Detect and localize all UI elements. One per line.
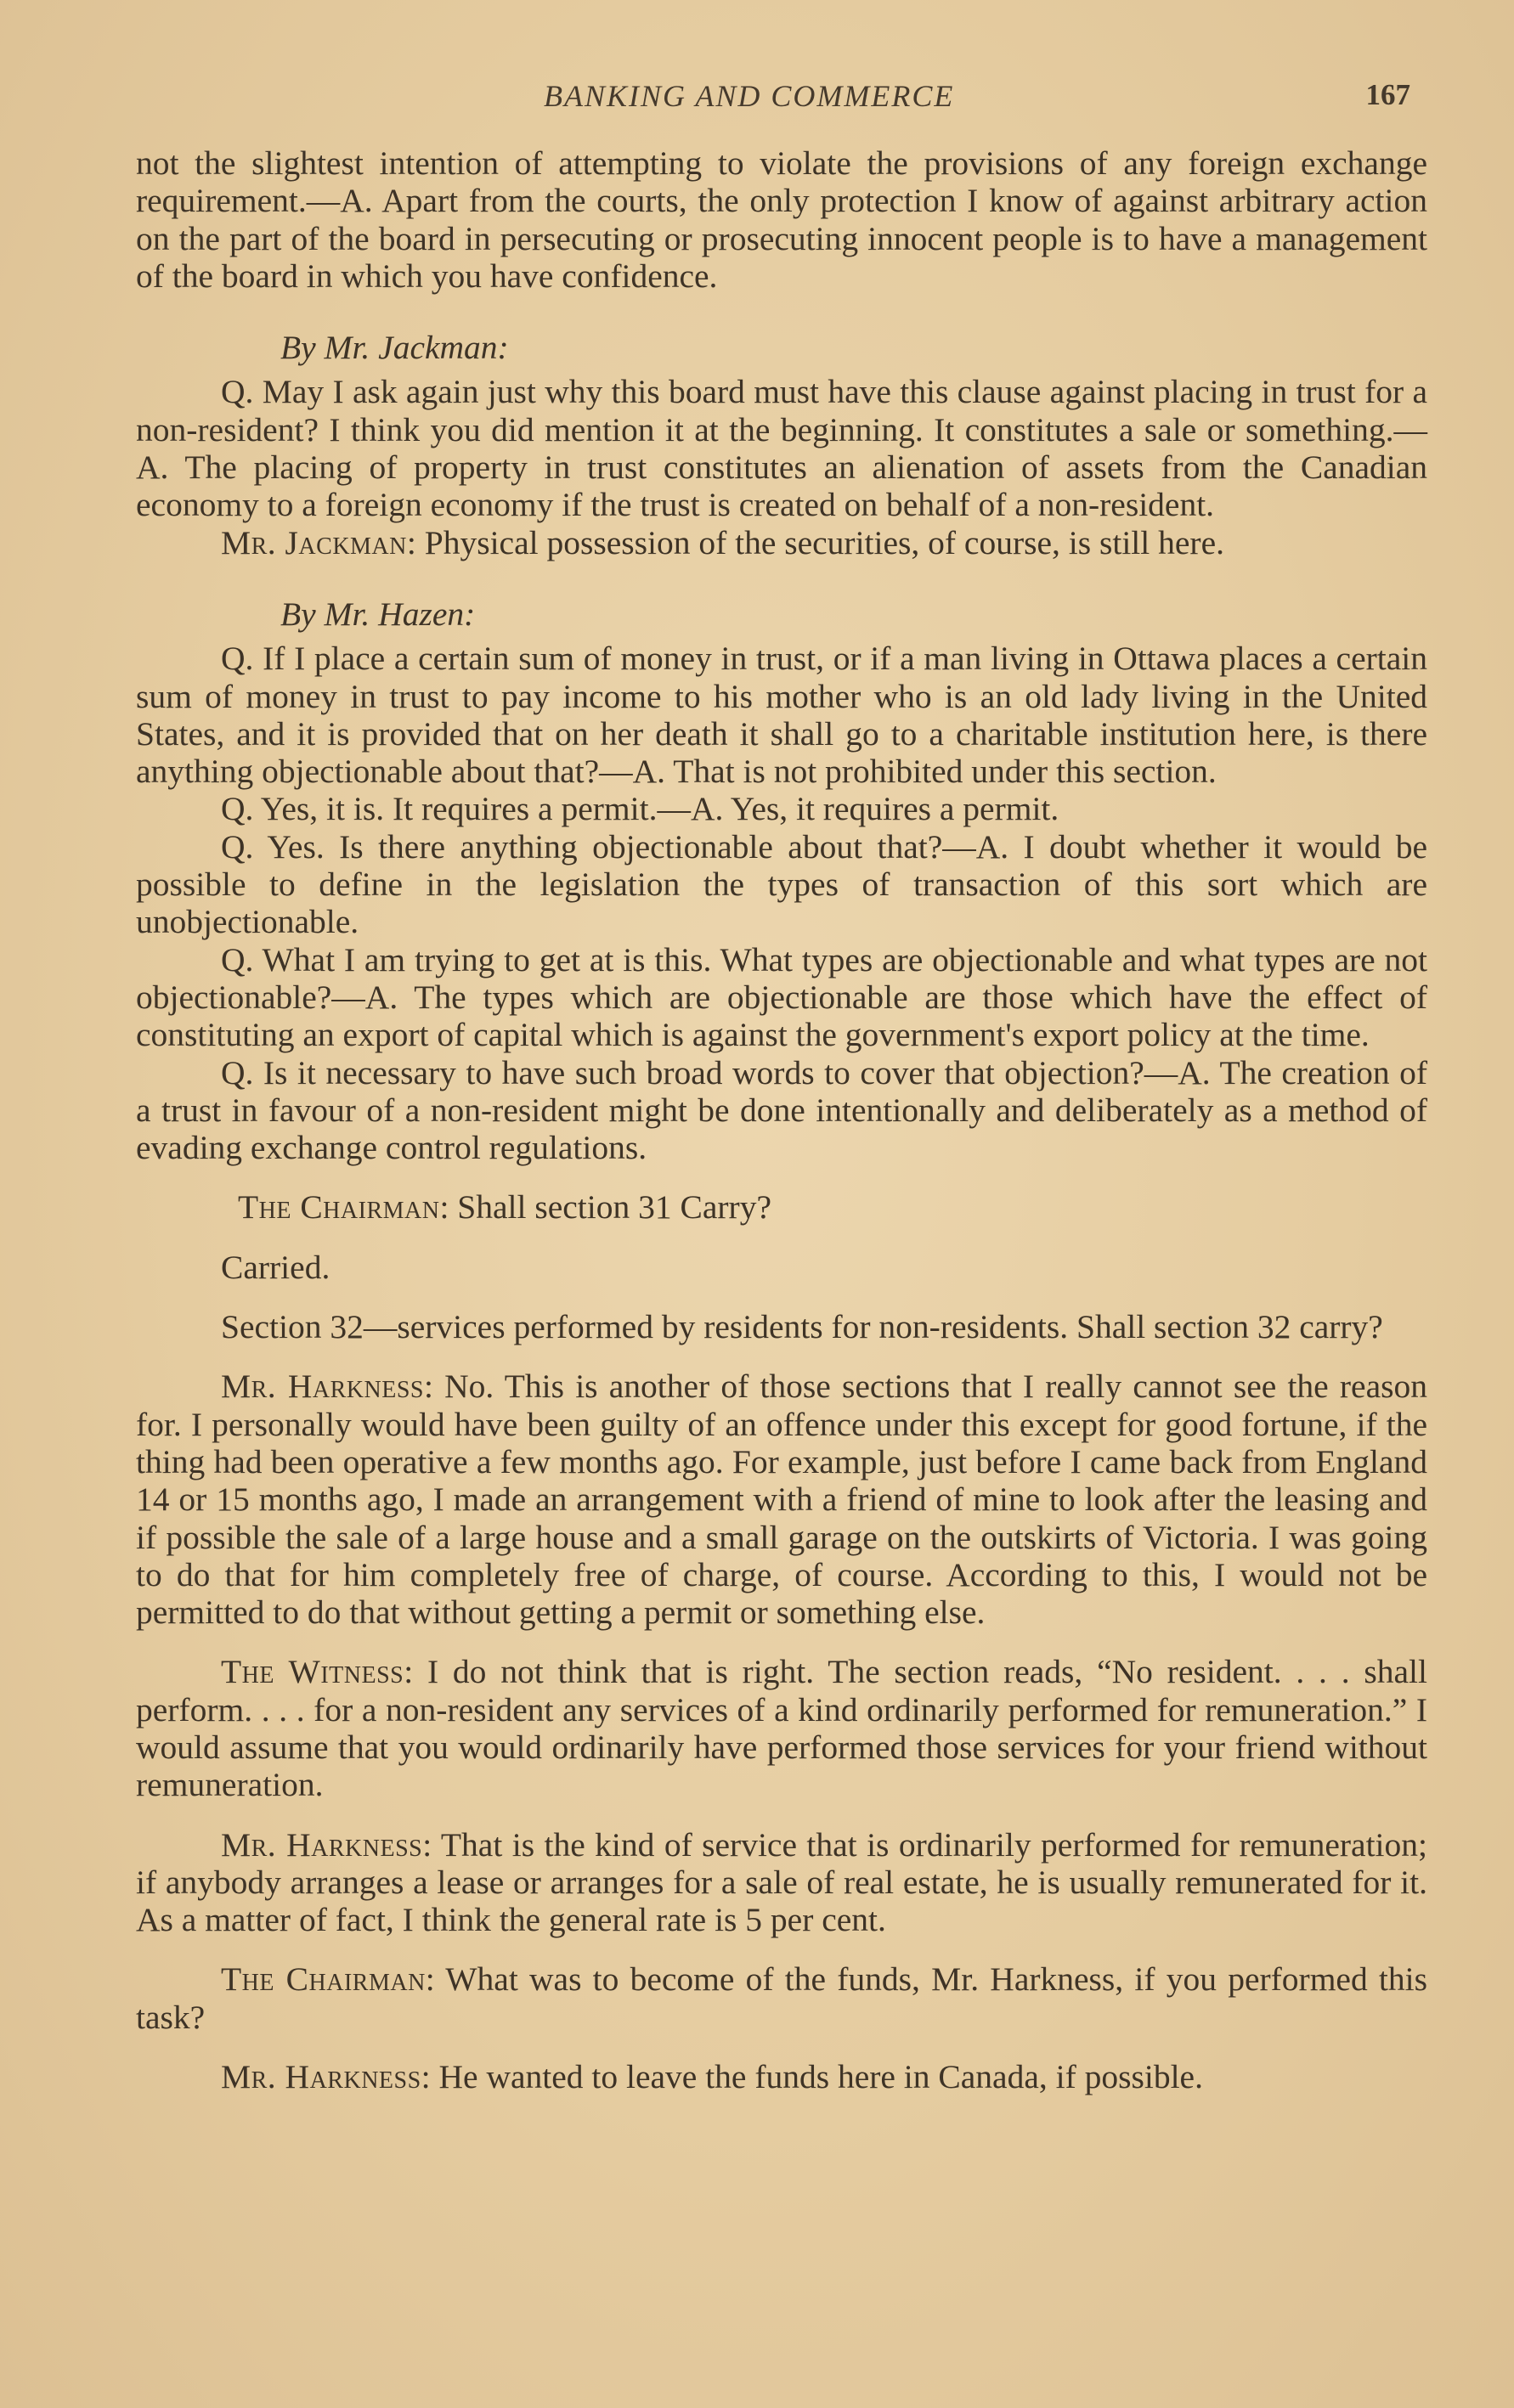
- paragraph: Q. Yes. Is there anything objectionable about that?—A. I doubt whether it would be possible to define in the legislation the types of transaction of this sort which are unobjectionable.: [136, 827, 1427, 941]
- byline: By Mr. Hazen:: [280, 595, 476, 633]
- speaker-paragraph: [136, 1826, 1427, 1939]
- speaker-name: The Chairman: [238, 1188, 440, 1227]
- speaker-paragraph: [136, 524, 1427, 561]
- speech-text: : That is the kind of service that is ordinarily performed for remuneration; if anybody arranges a lease or arranges for a sale of real estate, he is usually remunerated for it. As a matter of fact, I think the general rate is 5 per cent.: [136, 1825, 1427, 1939]
- speaker-paragraph: [136, 1188, 1427, 1226]
- paragraph: Q. If I place a certain sum of money in trust, or if a man living in Ottawa places a certain sum of money in trust to pay income to his mother who is an old lady living in the United States, and it is provided that on her death it shall go to a charitable institution here, is there anything objectionable about that?—A. That is not prohibited under this section.: [136, 640, 1427, 791]
- speaker-paragraph: [136, 2058, 1427, 2095]
- paragraph: Q. May I ask again just why this board must have this clause against placing in trust for a non-resident? I think you did mention it at the beginning. It constitutes a sale or something.—A. The placing of property in trust constitutes an alienation of assets from the Canadian economy to a foreign economy if the trust is created on behalf of a non-resident.: [136, 373, 1427, 524]
- paragraph: Section 32—services performed by residents for non-residents. Shall section 32 carry?: [221, 1308, 1383, 1346]
- speaker-paragraph: [136, 1960, 1427, 2036]
- paragraph: Q. What I am trying to get at is this. What types are objectionable and what types are not objectionable?—A. The types which are objectionable are those which have the effect of constituting an export of capital which is against the government's export policy at the time.: [136, 940, 1427, 1054]
- page-header: [136, 78, 1410, 121]
- byline: By Mr. Jackman:: [280, 329, 509, 367]
- page-number: 167: [1365, 78, 1410, 111]
- running-title: BANKING AND COMMERCE: [544, 79, 955, 113]
- speech-text: : No. This is another of those sections that I really cannot see the reason for. I personally would have been guilty of an offence under this except for good fortune, if the thing had been operative a few months ago. For example, just before I came back from England 14 or 15 months ago, I made an arrangement with a friend of mine to look after the leasing and if possible the sale of a large house and a small garage on the outskirts of Victoria. I was going to do that for him completely free of charge, of course. According to this, I would not be permitted to do that without getting a permit or something else.: [136, 1368, 1427, 1632]
- speech-text: : He wanted to leave the funds here in Canada, if possible.: [421, 2058, 1203, 2096]
- paragraph: Q. Yes, it is. It requires a permit.—A. Yes, it requires a permit.: [221, 790, 1059, 828]
- speaker-name: Mr. Harkness: [221, 1825, 423, 1864]
- paragraph: Carried.: [221, 1248, 330, 1286]
- page-body: [136, 144, 1427, 2095]
- speech-text: : I do not think that is right. The section reads, “No resident. . . . shall perform. . . . for a non-resident any services of a kind ordinarily performed for remuneration.” I would assume that you would ordinarily have performed those services for your friend without remuneration.: [136, 1653, 1427, 1804]
- speaker-paragraph: [136, 1368, 1427, 1631]
- speech-text: : What was to become of the funds, Mr. Harkness, if you performed this task?: [136, 1960, 1427, 2036]
- speaker-name: The Witness: [221, 1653, 404, 1691]
- paragraph: Q. Is it necessary to have such broad words to cover that objection?—A. The creation of a trust in favour of a non-resident might be done intentionally and deliberately as a method of evading exchange control regulations.: [136, 1053, 1427, 1167]
- speaker-paragraph: [136, 1653, 1427, 1803]
- speaker-name: Mr. Jackman: [221, 523, 407, 561]
- speech-text: : Physical possession of the securities, of course, is still here.: [406, 523, 1224, 561]
- paragraph: not the slightest intention of attempting to violate the provisions of any foreign exchange requirement.—A. Apart from the courts, the only protection I know of against arbitrary action on the part of the board in persecuting or prosecuting innocent people is to have a management of the board in which you have confidence.: [136, 144, 1427, 295]
- speaker-name: Mr. Harkness: [221, 1368, 424, 1406]
- speaker-name: Mr. Harkness: [221, 2058, 421, 2096]
- speech-text: : Shall section 31 Carry?: [439, 1188, 771, 1227]
- speaker-name: The Chairman: [221, 1960, 426, 1999]
